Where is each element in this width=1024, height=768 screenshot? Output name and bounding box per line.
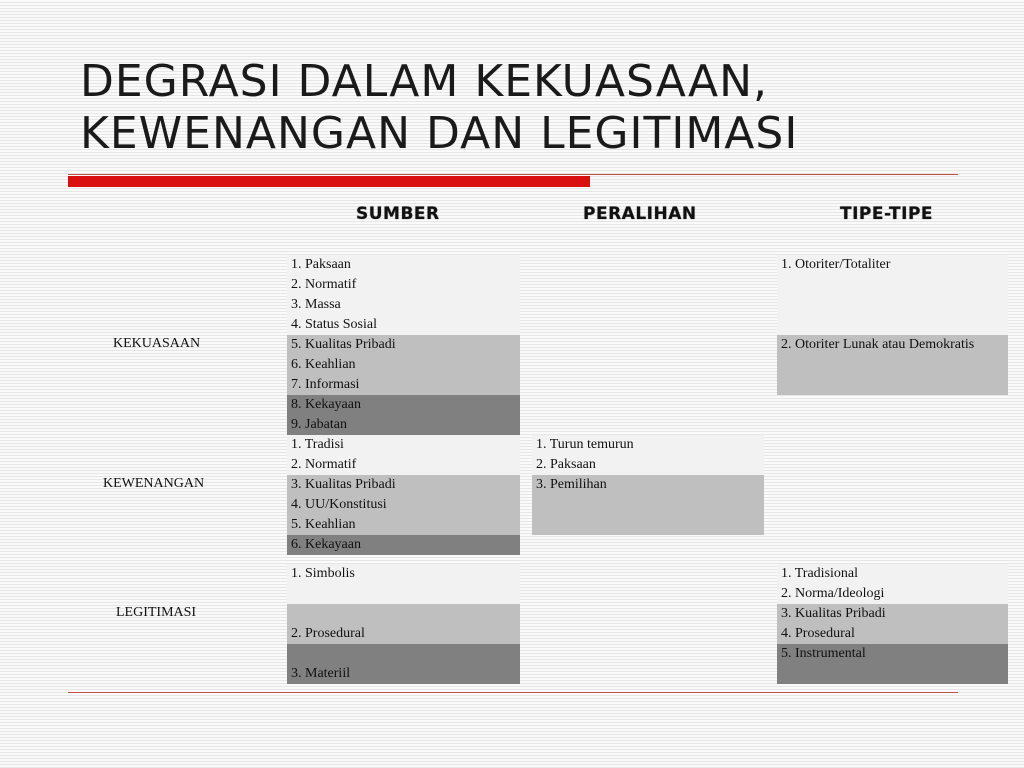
header-peralihan: PERALIHAN <box>583 204 697 224</box>
legitimasi-sumber-list <box>287 564 520 684</box>
list-item: 4. Prosedural <box>777 624 1008 644</box>
row-label-legitimasi: LEGITIMASI <box>116 605 197 620</box>
title-line-2: KEWENANGAN DAN LEGITIMASI <box>80 108 799 159</box>
list-item: 1. Paksaan <box>287 255 520 275</box>
list-item: 7. Informasi <box>287 375 520 395</box>
list-item: 3. Kualitas Pribadi <box>777 604 1008 624</box>
list-item: 2. Normatif <box>287 275 520 295</box>
list-item <box>777 275 1008 295</box>
list-item: 1. Simbolis <box>287 564 520 584</box>
row-label-kekuasaan: KEKUASAAN <box>113 336 201 351</box>
list-item: 1. Otoriter/Totaliter <box>777 255 1008 275</box>
list-item: 6. Keahlian <box>287 355 520 375</box>
list-item <box>777 315 1008 335</box>
slide-title <box>80 56 980 160</box>
kewenangan-peralihan-list <box>532 435 764 535</box>
list-item <box>287 644 520 664</box>
list-item: 9. Jabatan <box>287 415 520 435</box>
list-item: 2. Prosedural <box>287 624 520 644</box>
list-item: 1. Turun temurun <box>532 435 764 455</box>
header-tipe: TIPE-TIPE <box>840 204 934 224</box>
header-sumber: SUMBER <box>356 204 440 224</box>
legitimasi-tipe-list <box>777 564 1008 684</box>
list-item: 3. Materiil <box>287 664 520 684</box>
list-item: 4. Status Sosial <box>287 315 520 335</box>
list-item: 1. Tradisional <box>777 564 1008 584</box>
list-item: 2. Otoriter Lunak atau Demokratis <box>777 335 1008 355</box>
list-item: 4. UU/Konstitusi <box>287 495 520 515</box>
list-item: 1. Tradisi <box>287 435 520 455</box>
list-item <box>287 604 520 624</box>
list-item: 8. Kekayaan <box>287 395 520 415</box>
title-line-1: DEGRASI DALAM KEKUASAAN, <box>80 56 769 107</box>
list-item: 6. Kekayaan <box>287 535 520 555</box>
title-accent-bar <box>68 176 590 187</box>
kewenangan-sumber-list <box>287 435 520 555</box>
kekuasaan-tipe-list <box>777 255 1008 395</box>
kekuasaan-sumber-list <box>287 255 520 435</box>
list-item: 2. Paksaan <box>532 455 764 475</box>
list-item <box>777 355 1008 375</box>
list-item <box>777 295 1008 315</box>
list-item: 2. Norma/Ideologi <box>777 584 1008 604</box>
list-item <box>777 375 1008 395</box>
list-item: 3. Kualitas Pribadi <box>287 475 520 495</box>
list-item <box>532 495 764 515</box>
list-item: 3. Massa <box>287 295 520 315</box>
list-item: 2. Normatif <box>287 455 520 475</box>
title-divider-top <box>68 174 958 175</box>
row-label-kewenangan: KEWENANGAN <box>103 476 205 491</box>
list-item <box>532 515 764 535</box>
list-item <box>287 584 520 604</box>
list-item: 5. Keahlian <box>287 515 520 535</box>
bottom-divider <box>68 692 958 693</box>
list-item: 5. Instrumental <box>777 644 1008 664</box>
list-item <box>777 664 1008 684</box>
list-item: 3. Pemilihan <box>532 475 764 495</box>
list-item: 5. Kualitas Pribadi <box>287 335 520 355</box>
